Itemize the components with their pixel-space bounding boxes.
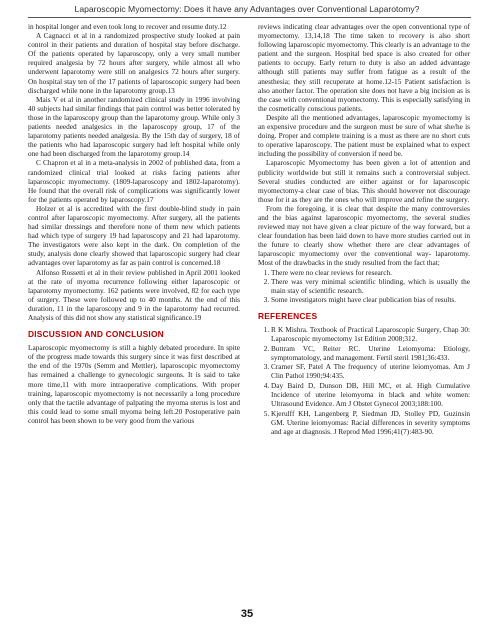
references-heading: REFERENCES <box>258 310 318 321</box>
paragraph: Laparoscopic Myomectomy has been given a lot of attention and publicity worldwide but still it remains such a controversial subject. Several studies conducted are either against or for laparoscopic myomectomy-a clear case of bias. This should however not discourage those for it as they are the ones who will improve and refine the surgery. <box>258 158 470 204</box>
reference-item: 4. Day Baird D, Dunson DB, Hill MC, et al. High Cumulative Incidence of uterine leiomyoma in black and white women: Ultrasound Evidence. Am J Obstet Gynecol 2003;188:100. <box>271 381 470 408</box>
reference-item: 1. R K Mishra. Textbook of Practical Laparoscopic Surgery, Chap 30: Laparoscopic myomectomy 1st Edition 2008;312. <box>271 325 470 343</box>
paragraph: Holzer et al is accredited with the first double-blind study in pain control after laparoscopic myomectomy. After surgery, all the patients had similar dressings and therefore none of them new which patients had which type of surgery 19 had laparoscopy and 21 had laparotomy. The investigators were also kept in the dark. On completion of the study, analysis done clearly showed that laparoscopic surgery had clear advantages over laparotomy as far as pain control is concerned.18 <box>28 203 240 268</box>
reference-item: 3. Cramer SF, Patel A The frequency of uterine leiomyomas. Am J Clin Pathol 1990;94:435. <box>271 362 470 380</box>
paragraph: Laparoscopic myomectomy is still a highly debated procedure. In spite of the progress made towards this surgery since it was first described at the end of the 1970s (Semm and Mettler), laparoscopic myomectomy has remained a challenge to gynecologic surgeons. It is said to take more time,11 with more intraoperative complications. With proper training, laparoscopic myomectomy is not necessarily a long procedure only that the tactile advantage of palpating the myoma uterus is lost and this could lead to some small myoma being left.20 Postoperative pain control has been shown to be very good from the various <box>28 343 240 425</box>
page-number: 35 <box>240 608 254 620</box>
header-rule <box>28 17 471 18</box>
list-item: 1. There were no clear reviews for research. <box>271 268 470 277</box>
numbered-list <box>258 268 470 304</box>
paragraph: in hospital longer and even took long to recover and resume duty.12 <box>28 22 227 31</box>
paragraph: Alfonso Rossetti et al in their review published in April 2001 looked at the rate of myoma recurrence following either laparoscopic or laparotomy myomectomy. 162 patients were involved, 82 for each type of surgery. These were followed up to 40 months. At the end of this duration, 11 in the laparoscopy and 9 in the laparotomy had recurred. Analysis of this did not show any statistical significance.19 <box>28 267 240 322</box>
reference-list <box>258 325 470 436</box>
section-heading: DISCUSSION AND CONCLUSION <box>28 329 164 340</box>
paragraph: A Cagnacci et al in a randomized prospective study looked at pain control in their patients and duration of hospital stay before discharge. Of the patients operated by laparoscopy, only a very small number required analgesia by 72 hours after surgery, while almost all who underwent laparotomy were still on analgesics 72 hours after surgery. On hospital stay ten of the 17 patients of laparoscopic surgery had been discharged while none in the laparotomy group.13 <box>28 31 240 95</box>
paragraph: C Chapron et al in a meta-analysis in 2002 of published data, from a randomized clinical trial looked at risks facing patients after laparoscopic myomectomy. (1809-laparoscopy and 1802-laparotomy). He found that the overall risk of complications was significantly lower for the patients operated by laparoscopy.17 <box>28 158 240 204</box>
reference-item: 2. Buttram VC, Reiter RC. Uterine Leiomyoma: Etiology, symptomatology, and management. Fertil steril 1981;36:433. <box>271 344 470 362</box>
paragraph: Despite all the mentioned advantages, laparoscopic myomectomy is an expensive procedure and the surgeon must be sure of what she/he is doing. Proper and complete training is a must as there are no short cuts to operative laparoscopy. The patient must be explained what to expect including the possibility of conversion if need be. <box>258 112 470 159</box>
paragraph: Mais V et al in another randomized clinical study in 1996 involving 40 subjects had similar findings that pain control was better tolerated by those in the laparoscopy group than the laparotomy group. While only 3 patients needed analgesics in the laparoscopy group, 17 of the laparotomy patients needed analgesia. By the 15th day of surgery, 18 of the patients who had laparoscopic surgery had left hospital while only one had been discharged from the laparotomy group.14 <box>28 94 240 159</box>
list-item: 3. Some investigators might have clear publication bias of results. <box>271 295 470 304</box>
list-item: 2. There was very minimal scientific blinding, which is usually the main stay of scientific research. <box>271 277 470 295</box>
paragraph: From the foregoing, it is clear that despite the many controversies and the bias against laparoscopic myomectomy, the several studies reviewed may not have given a clear picture of the way forward, but a clear foundation has been laid down to have more studies carried out in the future to clearly show whether there are clear advantages of laparoscopic myomectomy over the conventional way- laparotomy. Most of the drawbacks in the study resulted from the fact that; <box>258 203 470 268</box>
left-column <box>28 22 240 425</box>
running-header: Laparoscopic Myomectomy: Does it have any Advantages over Conventional Laparotomy? <box>74 4 420 14</box>
reference-item: 5. Kjerulff KH, Langenberg P, Siedman JD, Stolley PD, Guzinsin GM. Uterine leiomyomas: Racial differences in severity symptoms and age at diagnosis. J Reprod Med 1996;41(7):483-90. <box>271 409 470 436</box>
right-column <box>258 22 470 437</box>
paragraph: reviews indicating clear advantages over the open conventional type of myomectomy. 13,14,18 The time taken to recovery is also short following laparoscopic myomectomy. This clearly is an advantage to the patient and the surgeon. Hospital bed space is also created for other patients to occupy. Early return to duty is also an added advantage although still patients may suffer from fatigue as a result of the anesthesia; they still recuperate at home.12-15 Patient satisfaction is also another factor. The operation site does not have a big incision as is the case with conventional myomectomy. This is especially satisfying in the cosmetically conscious patients. <box>258 22 470 113</box>
